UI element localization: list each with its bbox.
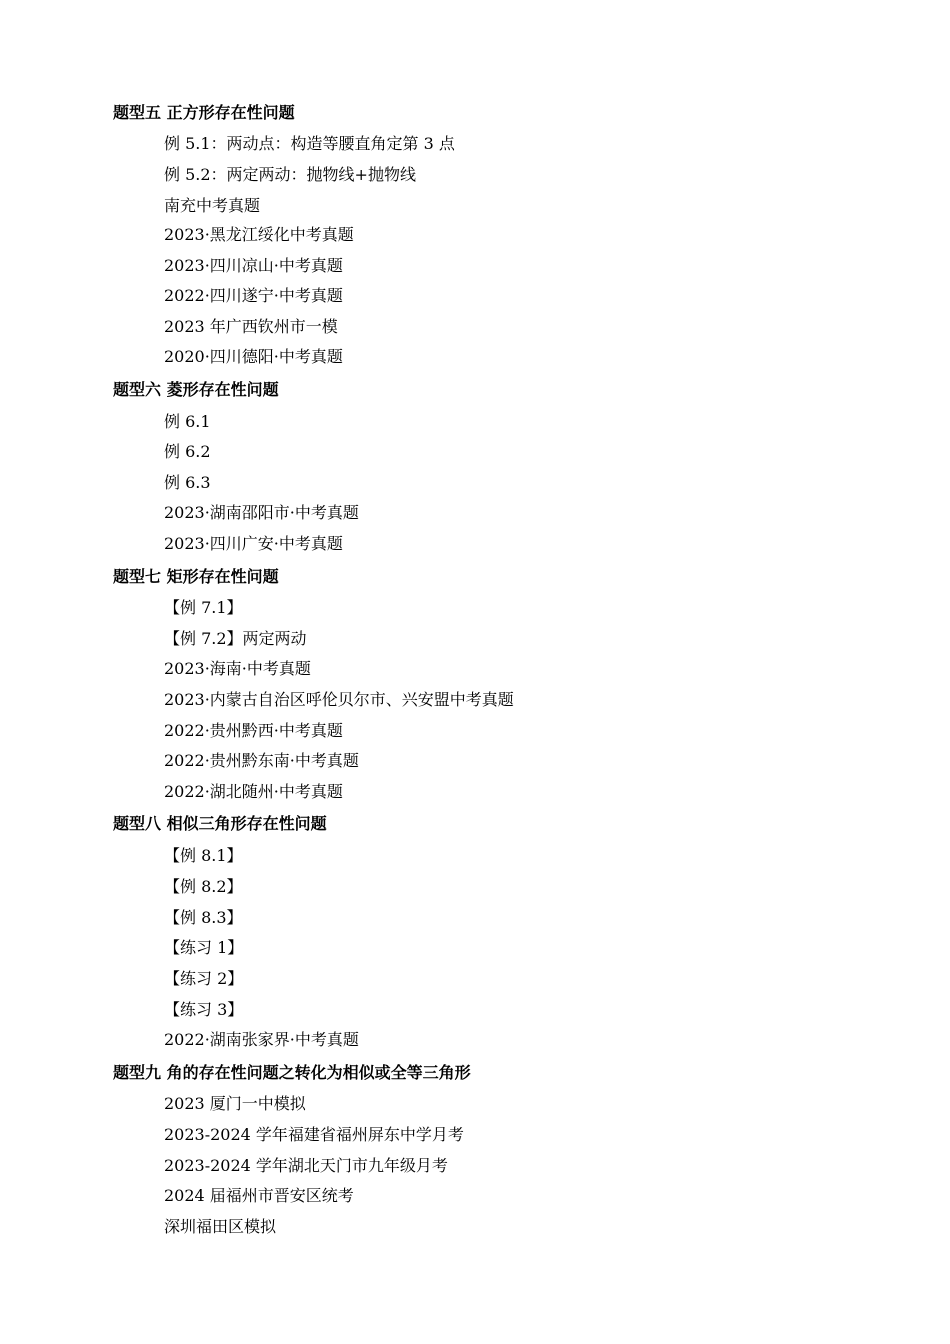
toc-entry[interactable]: 【练习 2】: [164, 969, 244, 988]
section-heading-9[interactable]: 题型九 角的存在性问题之转化为相似或全等三角形: [113, 1063, 471, 1082]
toc-entry[interactable]: 2022·贵州黔东南·中考真题: [164, 751, 359, 770]
toc-entry[interactable]: 【例 7.1】: [164, 598, 243, 617]
toc-entry[interactable]: 2023·内蒙古自治区呼伦贝尔市、兴安盟中考真题: [164, 690, 514, 709]
toc-entry[interactable]: 【例 7.2】两定两动: [164, 629, 307, 648]
toc-entry[interactable]: 2023-2024 学年福建省福州屏东中学月考: [164, 1125, 464, 1144]
toc-entry[interactable]: 2023·海南·中考真题: [164, 659, 311, 678]
toc-entry[interactable]: 例 6.2: [164, 442, 211, 461]
toc-entry[interactable]: 2020·四川德阳·中考真题: [164, 347, 343, 366]
toc-entry[interactable]: 2022·湖北随州·中考真题: [164, 782, 343, 801]
toc-entry[interactable]: 2022·贵州黔西·中考真题: [164, 721, 343, 740]
toc-entry[interactable]: 2023 年广西钦州市一模: [164, 317, 338, 336]
toc-entry[interactable]: 2023·四川广安·中考真题: [164, 534, 343, 553]
toc-entry[interactable]: 南充中考真题: [164, 196, 261, 215]
toc-entry[interactable]: 2023-2024 学年湖北天门市九年级月考: [164, 1156, 448, 1175]
toc-entry[interactable]: 【练习 3】: [164, 1000, 244, 1019]
toc-entry[interactable]: 2022·四川遂宁·中考真题: [164, 286, 343, 305]
toc-entry[interactable]: 2023·四川凉山·中考真题: [164, 256, 343, 275]
section-heading-7[interactable]: 题型七 矩形存在性问题: [113, 567, 279, 586]
toc-entry[interactable]: 例 5.1：两动点：构造等腰直角定第 3 点: [164, 134, 455, 153]
toc-entry[interactable]: 2023·黑龙江绥化中考真题: [164, 225, 354, 244]
toc-entry[interactable]: 2023·湖南邵阳市·中考真题: [164, 503, 359, 522]
toc-entry[interactable]: 例 6.3: [164, 473, 211, 492]
toc-entry[interactable]: 【例 8.3】: [164, 908, 243, 927]
toc-entry[interactable]: 2022·湖南张家界·中考真题: [164, 1030, 359, 1049]
toc-entry[interactable]: 深圳福田区模拟: [164, 1217, 277, 1236]
section-heading-8[interactable]: 题型八 相似三角形存在性问题: [113, 814, 327, 833]
section-heading-5[interactable]: 题型五 正方形存在性问题: [113, 103, 295, 122]
toc-entry[interactable]: 例 6.1: [164, 412, 211, 431]
toc-entry[interactable]: 【例 8.1】: [164, 846, 243, 865]
toc-entry[interactable]: 【练习 1】: [164, 938, 244, 957]
toc-entry[interactable]: 例 5.2：两定两动：抛物线+抛物线: [164, 165, 416, 184]
section-heading-6[interactable]: 题型六 菱形存在性问题: [113, 380, 279, 399]
toc-entry[interactable]: 【例 8.2】: [164, 877, 243, 896]
toc-entry[interactable]: 2023 厦门一中模拟: [164, 1094, 306, 1113]
toc-entry[interactable]: 2024 届福州市晋安区统考: [164, 1186, 354, 1205]
